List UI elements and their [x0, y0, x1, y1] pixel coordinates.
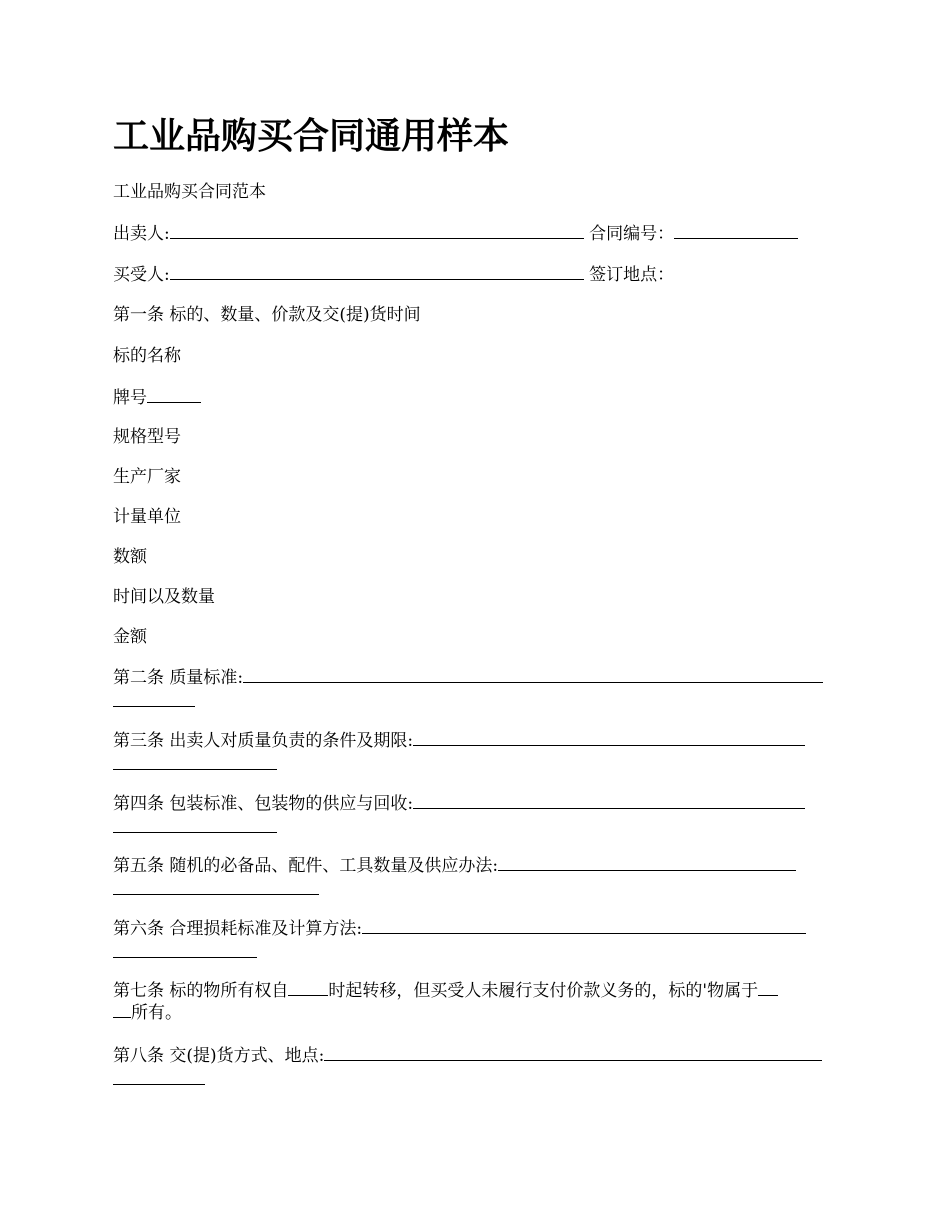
- article-1: 第一条 标的、数量、价款及交(提)货时间: [113, 305, 421, 325]
- article-4-label: 第四条 包装标准、包装物的供应与回收:: [113, 794, 414, 814]
- spec: 规格型号: [113, 427, 181, 447]
- article-7-blank-1[interactable]: [288, 979, 328, 996]
- contract-no-label: 合同编号：: [589, 224, 675, 244]
- article-6-label: 第六条 合理损耗标准及计算方法:: [113, 919, 363, 939]
- article-7-line: [113, 979, 778, 1002]
- article-7-part-b: 时起转移，但买受人未履行支付价款义务的，标的'物属于: [328, 981, 759, 1001]
- buyer-blank[interactable]: [170, 263, 584, 280]
- article-3-label: 第三条 出卖人对质量负责的条件及期限:: [113, 731, 414, 751]
- buyer-line: [113, 263, 674, 286]
- article-6-line: [113, 917, 806, 940]
- article-2-blank-cont[interactable]: [113, 705, 195, 707]
- article-7-part-a: 第七条 标的物所有权自: [113, 981, 289, 1001]
- document-title: 工业品购买合同通用样本: [113, 116, 510, 157]
- unit: 计量单位: [113, 507, 181, 527]
- time-quantity: 时间以及数量: [113, 587, 215, 607]
- document-subtitle: 工业品购买合同范本: [113, 182, 266, 202]
- article-7-line-2: [113, 1001, 182, 1024]
- article-7-part-c: 所有。: [131, 1003, 182, 1023]
- article-3-line: [113, 729, 805, 752]
- amount: 数额: [113, 547, 147, 567]
- seller-line: [113, 222, 798, 245]
- manufacturer: 生产厂家: [113, 467, 181, 487]
- item-name: 标的名称: [113, 346, 181, 366]
- article-8-blank-cont[interactable]: [113, 1083, 205, 1085]
- brand-line: [113, 386, 201, 409]
- article-3-blank[interactable]: [413, 729, 805, 746]
- article-8-line: [113, 1044, 822, 1067]
- article-2-line: [113, 666, 823, 689]
- article-7-blank-2[interactable]: [758, 979, 778, 996]
- money: 金额: [113, 627, 147, 647]
- article-4-blank-cont[interactable]: [113, 831, 277, 833]
- sign-place-label: 签订地点：: [589, 265, 675, 285]
- article-2-blank[interactable]: [243, 666, 823, 683]
- article-7-blank-2-cont[interactable]: [113, 1001, 131, 1018]
- article-6-blank-cont[interactable]: [113, 956, 257, 958]
- article-8-blank[interactable]: [324, 1044, 822, 1061]
- article-5-blank-cont[interactable]: [113, 893, 319, 895]
- contract-no-blank[interactable]: [674, 222, 798, 239]
- buyer-label: 买受人:: [113, 265, 170, 285]
- brand-label: 牌号: [113, 388, 147, 408]
- article-5-blank[interactable]: [498, 854, 796, 871]
- article-4-blank[interactable]: [413, 792, 805, 809]
- article-5-line: [113, 854, 796, 877]
- article-2-label: 第二条 质量标准:: [113, 668, 244, 688]
- seller-blank[interactable]: [170, 222, 584, 239]
- article-3-blank-cont[interactable]: [113, 768, 277, 770]
- brand-blank[interactable]: [147, 386, 201, 403]
- article-8-label: 第八条 交(提)货方式、地点:: [113, 1046, 325, 1066]
- article-5-label: 第五条 随机的必备品、配件、工具数量及供应办法:: [113, 856, 499, 876]
- article-6-blank[interactable]: [362, 917, 806, 934]
- article-4-line: [113, 792, 805, 815]
- seller-label: 出卖人:: [113, 224, 170, 244]
